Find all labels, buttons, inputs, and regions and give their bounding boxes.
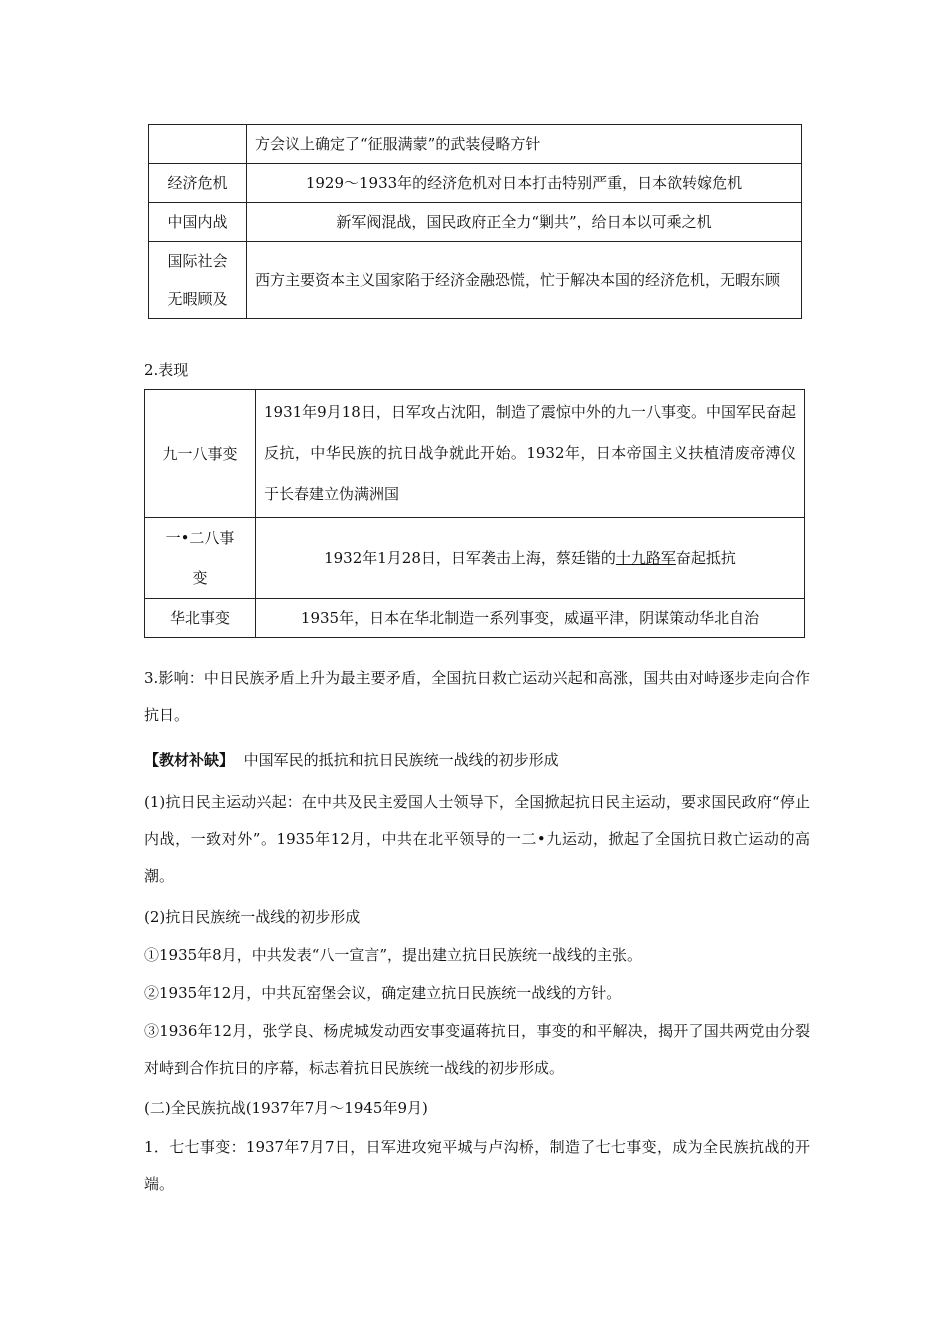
row-label: 一•二八事变 xyxy=(145,518,256,599)
row-content: 1929～1933年的经济危机对日本打击特别严重，日本欲转嫁危机 xyxy=(247,164,802,203)
row-label: 九一八事变 xyxy=(145,390,256,518)
underlined-term: 十九路军 xyxy=(615,549,676,567)
row-content: 1931年9月18日，日军攻占沈阳，制造了震惊中外的九一八事变。中国军民奋起反抗，中华民族的抗日战争就此开始。1932年，日本帝国主义扶植清废帝溥仪于长春建立伪满洲国 xyxy=(256,390,805,518)
paragraph-s2c: ③1936年12月，张学良、杨虎城发动西安事变逼蒋抗日，事变的和平解决，揭开了国共两党由分裂对峙到合作抗日的序幕，标志着抗日民族统一战线的初步形成。 xyxy=(144,1022,810,1077)
section-heading: 2.表现 xyxy=(144,361,189,379)
row-label: 中国内战 xyxy=(149,203,247,242)
row-label: 经济危机 xyxy=(149,164,247,203)
row-label: 国际社会无暇顾及 xyxy=(149,242,247,319)
paragraph-impact: 3.影响：中日民族矛盾上升为最主要矛盾，全国抗日救亡运动兴起和高涨，国共由对峙逐步走向合作抗日。 xyxy=(144,669,810,724)
table-row xyxy=(149,203,802,242)
row-content: 1935年，日本在华北制造一系列事变，威逼平津，阴谋策动华北自治 xyxy=(256,599,805,638)
events-table xyxy=(144,389,805,638)
text-segment: 1932年1月28日，日军袭击上海，蔡廷锴的 xyxy=(324,549,616,567)
table-row xyxy=(149,125,802,164)
table-row xyxy=(149,164,802,203)
section-heading-2: (二)全民族抗战(1937年7月～1945年9月) xyxy=(144,1099,428,1117)
row-content: 西方主要资本主义国家陷于经济金融恐慌，忙于解决本国的经济危机，无暇东顾 xyxy=(247,242,802,319)
paragraph-s1: (1)抗日民主运动兴起：在中共及民主爱国人士领导下，全国掀起抗日民主运动，要求国民政府“停止内战，一致对外”。1935年12月，中共在北平领导的一二•九运动，掀起了全国抗日救亡运动的高潮。 xyxy=(144,793,810,885)
causes-table xyxy=(148,124,802,319)
paragraph-q1: 1．七七事变：1937年7月7日，日军进攻宛平城与卢沟桥，制造了七七事变，成为全民族抗战的开端。 xyxy=(144,1138,810,1193)
paragraph-s2b: ②1935年12月，中共瓦窑堡会议，确定建立抗日民族统一战线的方针。 xyxy=(144,984,622,1002)
table-row xyxy=(145,599,805,638)
supplement-tag: 【教材补缺】 xyxy=(144,751,235,769)
row-content: 新军阀混战，国民政府正全力“剿共”，给日本以可乘之机 xyxy=(247,203,802,242)
text-segment: 奋起抵抗 xyxy=(675,549,736,567)
row-label xyxy=(149,125,247,164)
supplement-heading xyxy=(144,742,810,779)
table-row xyxy=(145,390,805,518)
row-content xyxy=(256,518,805,599)
table-row xyxy=(149,242,802,319)
paragraph-s2a: ①1935年8月，中共发表“八一宣言”，提出建立抗日民族统一战线的主张。 xyxy=(144,946,643,964)
paragraph-s2: (2)抗日民族统一战线的初步形成 xyxy=(144,908,361,926)
table-row xyxy=(145,518,805,599)
supplement-title: 中国军民的抵抗和抗日民族统一战线的初步形成 xyxy=(243,751,559,769)
row-content: 方会议上确定了“征服满蒙”的武装侵略方针 xyxy=(247,125,802,164)
row-label: 华北事变 xyxy=(145,599,256,638)
